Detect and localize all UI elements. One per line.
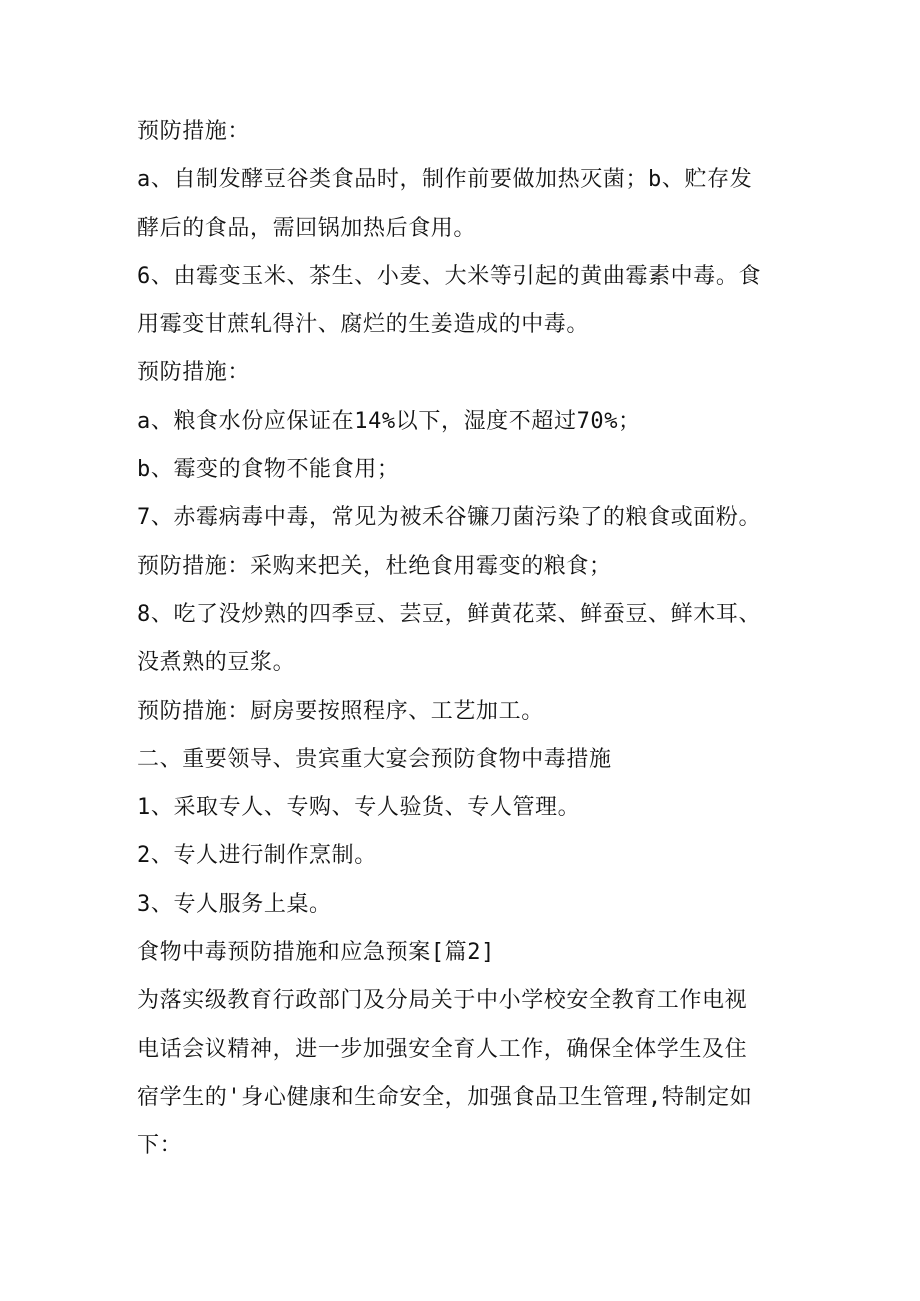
- text-line-21: 宿学生的'身心健康和生命安全，加强食品卫生管理,特制定如: [137, 1084, 753, 1110]
- text-line-11: 8、吃了没炒熟的四季豆、芸豆，鲜黄花菜、鲜蚕豆、鲜木耳、: [137, 601, 762, 627]
- text-line-20: 电话会议精神，进一步加强安全育人工作，确保全体学生及住: [137, 1036, 748, 1062]
- text-line-9: 7、赤霉病毒中毒，常见为被禾谷镰刀菌污染了的粮食或面粉。: [137, 505, 762, 531]
- text-line-2: a、自制发酵豆谷类食品时，制作前要做加热灭菌；b、贮存发: [137, 167, 753, 193]
- text-line-10: 预防措施：采购来把关，杜绝食用霉变的粮食；: [137, 553, 612, 579]
- text-line-17: 3、专人服务上桌。: [137, 891, 332, 917]
- text-line-3: 酵后的食品，需回锅加热后食用。: [137, 215, 477, 241]
- text-line-22: 下：: [137, 1133, 183, 1159]
- text-line-5: 用霉变甘蔗轧得汁、腐烂的生姜造成的中毒。: [137, 312, 590, 338]
- section-heading: 二、重要领导、贵宾重大宴会预防食物中毒措施: [137, 746, 612, 772]
- text-line-16: 2、专人进行制作烹制。: [137, 843, 377, 869]
- text-line-19: 为落实级教育行政部门及分局关于中小学校安全教育工作电视: [137, 988, 748, 1014]
- text-line-7: a、粮食水份应保证在14%以下，湿度不超过70%；: [137, 408, 641, 434]
- text-line-13: 预防措施：厨房要按照程序、工艺加工。: [137, 698, 544, 724]
- text-line-6: 预防措施：: [137, 360, 251, 386]
- text-line-8: b、霉变的食物不能食用；: [137, 457, 400, 483]
- text-line-15: 1、采取专人、专购、专人验货、专人管理。: [137, 795, 581, 821]
- article-title: 食物中毒预防措施和应急预案[篇2]: [137, 940, 495, 966]
- text-line-4: 6、由霉变玉米、茶生、小麦、大米等引起的黄曲霉素中毒。食: [137, 263, 762, 289]
- text-line-1: 预防措施：: [137, 119, 251, 144]
- document-body: [137, 108, 787, 1171]
- text-line-12: 没煮熟的豆浆。: [137, 650, 296, 676]
